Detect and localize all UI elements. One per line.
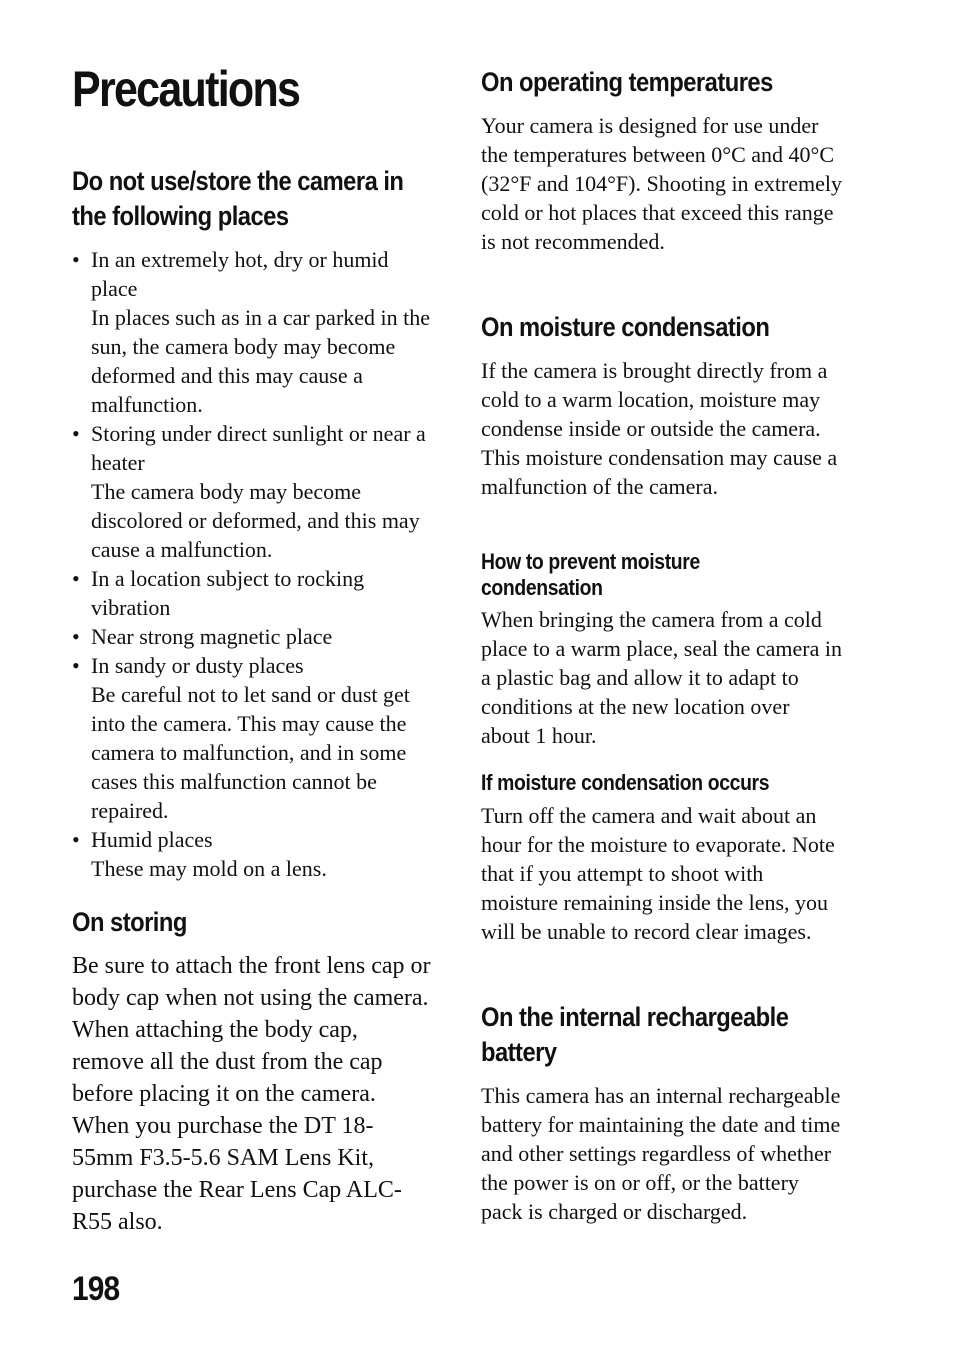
- prevent-heading: [481, 549, 844, 601]
- prevent-heading-line1: How to prevent moisture: [481, 549, 700, 574]
- temperatures-heading: On operating temperatures: [481, 67, 773, 97]
- places-heading-line1: Do not use/store the camera in: [72, 166, 404, 196]
- prevent-text: When bringing the camera from a cold place to a warm place, seal the camera in a plastic bag and allow it to adapt to conditions at the new location over about 1 hour.: [481, 607, 842, 748]
- occurs-heading: If moisture condensation occurs: [481, 770, 770, 795]
- battery-heading-line2: battery: [481, 1037, 557, 1067]
- storing-text: Be sure to attach the front lens cap or body cap when not using the camera. When attaching the body cap, remove all the dust from the cap before placing it on the camera. When you purchase the DT 18-55mm F3.5-5.6 SAM Lens Kit, purchase the Rear Lens Cap ALC-R55 also.: [72, 953, 431, 1235]
- prevent-heading-line2: condensation: [481, 575, 603, 600]
- battery-heading-line1: On the internal rechargeable: [481, 1002, 789, 1032]
- list-item: [72, 825, 434, 883]
- places-heading-line2: the following places: [72, 201, 289, 231]
- page-title: Precautions: [72, 61, 300, 117]
- places-list: [72, 245, 434, 883]
- battery-text: This camera has an internal rechargeable battery for maintaining the date and time and other settings regardless of whether the power is on or off, or the battery pack is charged or discharged.: [481, 1083, 841, 1224]
- list-item-detail: In places such as in a car parked in the sun, the camera body may become deformed and this may cause a malfunction.: [91, 305, 431, 417]
- list-item: [72, 564, 434, 622]
- list-item-title: • In an extremely hot, dry or humid place: [91, 247, 389, 301]
- list-item-title: • In sandy or dusty places: [91, 653, 304, 678]
- list-item-title: • Humid places: [91, 827, 213, 852]
- list-item: [72, 651, 434, 825]
- condensation-heading: On moisture condensation: [481, 312, 770, 342]
- storing-heading: On storing: [72, 907, 187, 937]
- battery-heading: [481, 1000, 844, 1070]
- temperatures-text: Your camera is designed for use under the temperatures between 0°C and 40°C (32°F and 104°F). Shooting in extremely cold or hot places that exceed this range is not recommended.: [481, 113, 843, 254]
- list-item: [72, 622, 434, 651]
- list-item-title: • Storing under direct sunlight or near a heater: [91, 421, 426, 475]
- page-number: 198: [72, 1270, 120, 1308]
- list-item-title: • Near strong magnetic place: [91, 624, 333, 649]
- list-item-detail: The camera body may become discolored or deformed, and this may cause a malfunction.: [91, 479, 420, 562]
- list-item-detail: Be careful not to let sand or dust get into the camera. This may cause the camera to malfunction, and in some cases this malfunction cannot be repaired.: [91, 682, 410, 823]
- occurs-text: Turn off the camera and wait about an hour for the moisture to evaporate. Note that if you attempt to shoot with moisture remaining inside the lens, you will be unable to record clear images.: [481, 803, 835, 944]
- list-item-title: • In a location subject to rocking vibration: [91, 566, 365, 620]
- list-item: [72, 419, 434, 564]
- list-item: [72, 245, 434, 419]
- places-heading: [72, 164, 435, 234]
- condensation-text: If the camera is brought directly from a cold to a warm location, moisture may condense inside or outside the camera. This moisture condensation may cause a malfunction of the camera.: [481, 358, 838, 499]
- list-item-detail: These may mold on a lens.: [91, 856, 327, 881]
